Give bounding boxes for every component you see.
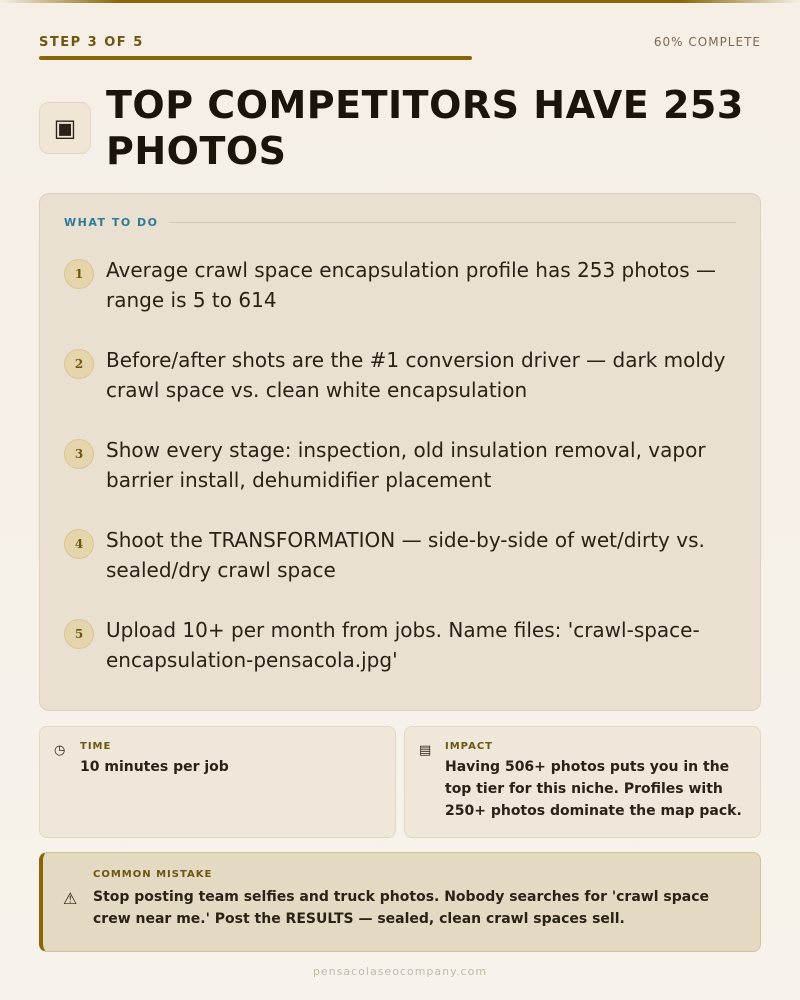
camera-icon: ▣: [39, 102, 91, 154]
what-to-do-label: WHAT TO DO: [64, 216, 159, 229]
step-item: [64, 525, 736, 615]
what-to-do-card: [39, 193, 761, 711]
mistake-text: Stop posting team selfies and truck photos. Nobody searches for 'crawl space crew near me.' Post the RESULTS — sealed, clean crawl spaces sell.: [93, 889, 709, 927]
chart-icon: ▤: [419, 743, 432, 758]
step-item: [64, 255, 736, 345]
what-to-do-header: [64, 216, 736, 229]
title-row: [39, 82, 761, 174]
header-divider: [169, 222, 737, 223]
step-number-badge: 1: [64, 259, 94, 289]
step-item: [64, 435, 736, 525]
time-label: TIME: [80, 741, 112, 752]
page-title: TOP COMPETITORS HAVE 253 PHOTOS: [106, 83, 744, 173]
step-label: STEP 3 OF 5: [39, 34, 144, 50]
step-item: [64, 615, 736, 705]
mistake-label: COMMON MISTAKE: [93, 869, 213, 880]
complete-label: 60% COMPLETE: [653, 35, 761, 49]
step-number-badge: 2: [64, 349, 94, 379]
time-value: 10 minutes per job: [80, 759, 229, 775]
common-mistake-card: [39, 852, 761, 952]
time-card: [39, 726, 396, 838]
steps-list: [64, 255, 736, 705]
footer-domain: pensacolaseocompany.com: [312, 965, 488, 978]
step-text: Before/after shots are the #1 conversion driver — dark moldy crawl space vs. clean white encapsulation: [106, 348, 726, 402]
step-text: Show every stage: inspection, old insulation removal, vapor barrier install, dehumidifier placement: [106, 438, 706, 492]
progress-bar: [39, 56, 761, 60]
step-number-badge: 3: [64, 439, 94, 469]
step-text: Average crawl space encapsulation profile has 253 photos — range is 5 to 614: [106, 258, 716, 312]
step-text: Upload 10+ per month from jobs. Name files: 'crawl-space-encapsulation-pensacola.jpg': [106, 618, 700, 672]
impact-value: Having 506+ photos puts you in the top tier for this niche. Profiles with 250+ photos dominate the map pack.: [445, 759, 742, 819]
impact-card: [404, 726, 761, 838]
step-number-badge: 5: [64, 619, 94, 649]
step-item: [64, 345, 736, 435]
progress-fill: [39, 56, 472, 60]
warning-icon: ⚠: [63, 889, 78, 908]
step-number-badge: 4: [64, 529, 94, 559]
top-accent-bar: [0, 0, 800, 3]
impact-label: IMPACT: [445, 741, 493, 752]
progress-header: [39, 33, 761, 51]
step-text: Shoot the TRANSFORMATION — side-by-side of wet/dirty vs. sealed/dry crawl space: [106, 528, 705, 582]
clock-icon: ◷: [54, 743, 66, 758]
